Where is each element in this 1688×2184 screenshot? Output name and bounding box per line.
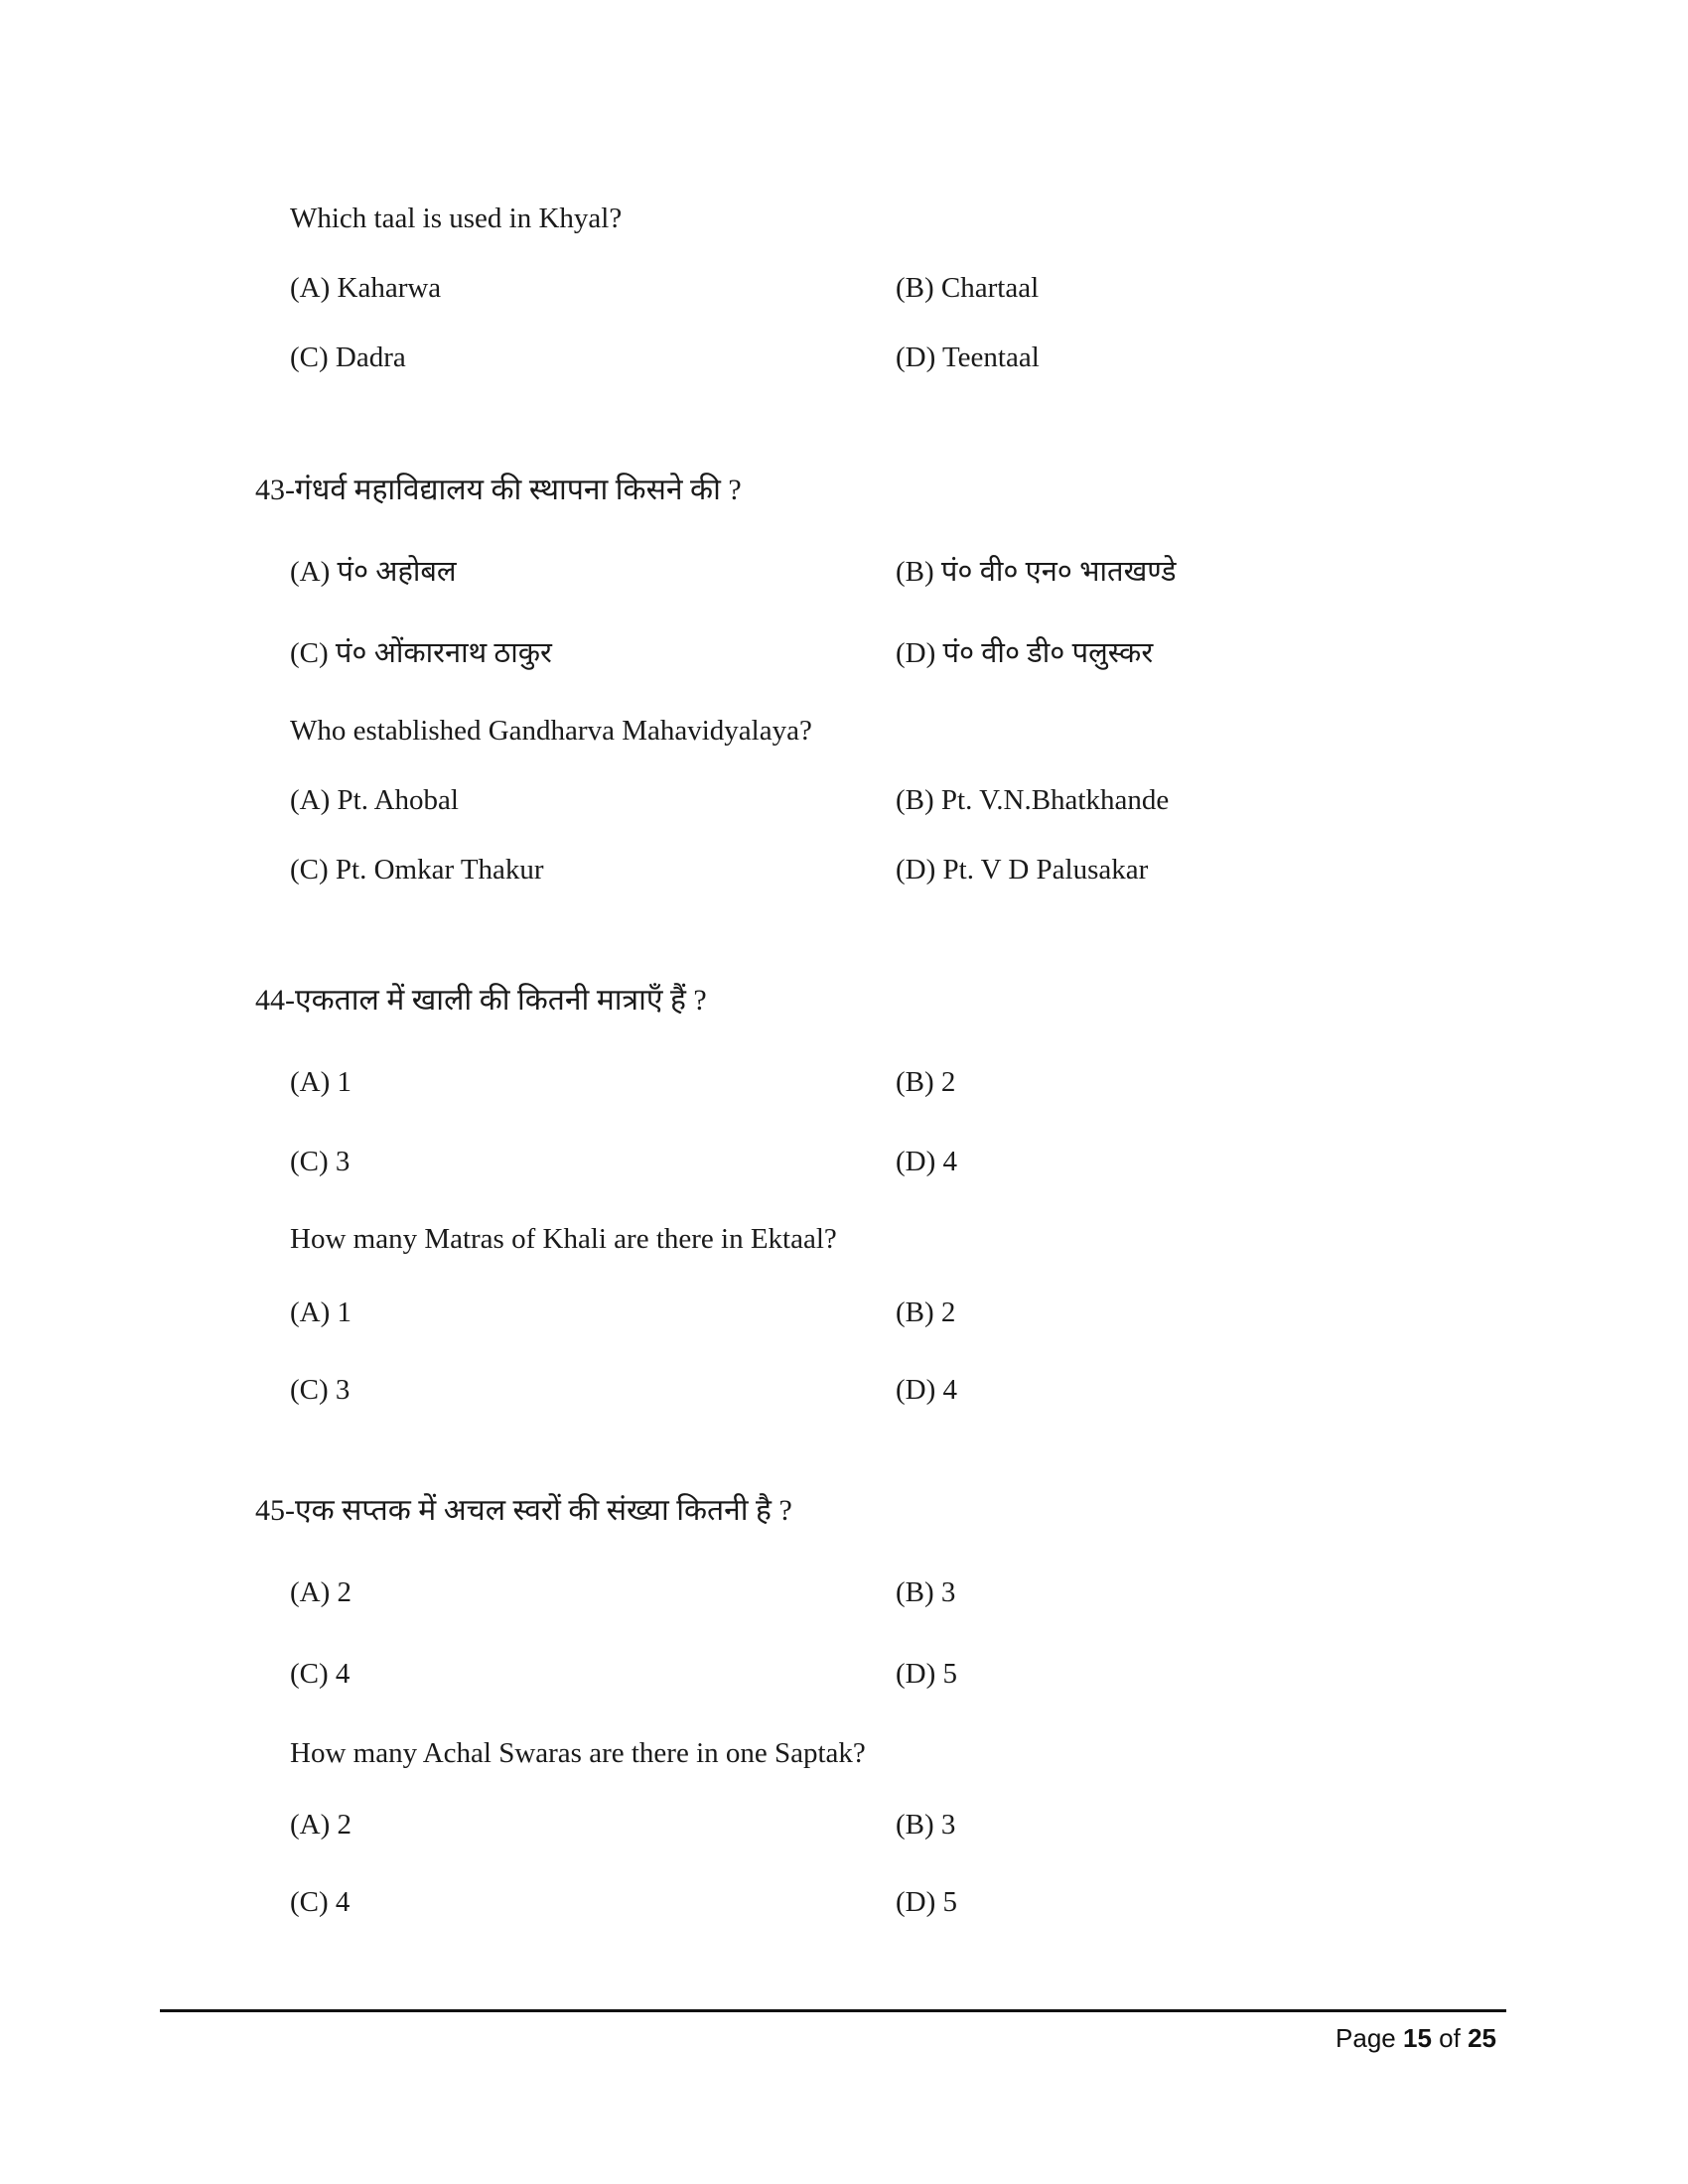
question-44-hi-text: 44-एकताल में खाली की कितनी मात्राएँ हैं ? xyxy=(255,984,707,1017)
question-45-en-option-c: (C) 4 xyxy=(290,1886,351,1918)
question-42-en-text: Which taal is used in Khyal? xyxy=(290,203,623,234)
question-43-en-option-b: (B) Pt. V.N.Bhatkhande xyxy=(896,784,1170,816)
question-43-hi-option-a: (A) पं० अहोबल xyxy=(290,556,457,588)
question-43-hi-option-b: (B) पं० वी० एन० भातखण्डे xyxy=(896,556,1177,588)
question-45-hi-option-b: (B) 3 xyxy=(896,1576,956,1608)
question-45-hi-option-d: (D) 5 xyxy=(896,1658,958,1690)
page-word: Page xyxy=(1336,2023,1396,2053)
page-total: 25 xyxy=(1468,2023,1496,2053)
question-44-en-option-d: (D) 4 xyxy=(896,1374,958,1406)
question-44-en-option-c: (C) 3 xyxy=(290,1374,351,1406)
question-43-en-option-a: (A) Pt. Ahobal xyxy=(290,784,459,816)
of-word: of xyxy=(1439,2023,1461,2053)
question-45-hi-text: 45-एक सप्तक में अचल स्वरों की संख्या कितनी है ? xyxy=(255,1494,792,1527)
question-45-en-text: How many Achal Swaras are there in one Saptak? xyxy=(290,1737,866,1769)
question-43-hi-text: 43-गंधर्व महाविद्यालय की स्थापना किसने की ? xyxy=(255,474,742,506)
footer-divider xyxy=(160,2009,1506,2012)
question-44-en-option-b: (B) 2 xyxy=(896,1297,956,1328)
question-45-hi-option-a: (A) 2 xyxy=(290,1576,352,1608)
question-45-en-option-a: (A) 2 xyxy=(290,1809,352,1841)
question-45-hi-option-c: (C) 4 xyxy=(290,1658,351,1690)
question-44-en-option-a: (A) 1 xyxy=(290,1297,352,1328)
question-43-en-option-d: (D) Pt. V D Palusakar xyxy=(896,854,1149,886)
question-44-hi-option-c: (C) 3 xyxy=(290,1146,351,1177)
question-42-en-option-d: (D) Teentaal xyxy=(896,341,1040,373)
question-42-en-option-a: (A) Kaharwa xyxy=(290,272,442,304)
question-44-hi-option-a: (A) 1 xyxy=(290,1066,352,1098)
page-number xyxy=(1336,2021,1496,2055)
question-44-en-text: How many Matras of Khali are there in Ektaal? xyxy=(290,1223,837,1255)
question-42-en-option-c: (C) Dadra xyxy=(290,341,406,373)
question-42-en-option-b: (B) Chartaal xyxy=(896,272,1040,304)
question-43-en-option-c: (C) Pt. Omkar Thakur xyxy=(290,854,544,886)
question-43-hi-option-d: (D) पं० वी० डी० पलुस्कर xyxy=(896,637,1154,669)
page-current: 15 xyxy=(1403,2023,1432,2053)
question-45-en-option-b: (B) 3 xyxy=(896,1809,956,1841)
question-44-hi-option-d: (D) 4 xyxy=(896,1146,958,1177)
question-45-en-option-d: (D) 5 xyxy=(896,1886,958,1918)
question-44-hi-option-b: (B) 2 xyxy=(896,1066,956,1098)
question-43-hi-option-c: (C) पं० ओंकारनाथ ठाकुर xyxy=(290,637,552,669)
question-43-en-text: Who established Gandharva Mahavidyalaya? xyxy=(290,715,812,747)
